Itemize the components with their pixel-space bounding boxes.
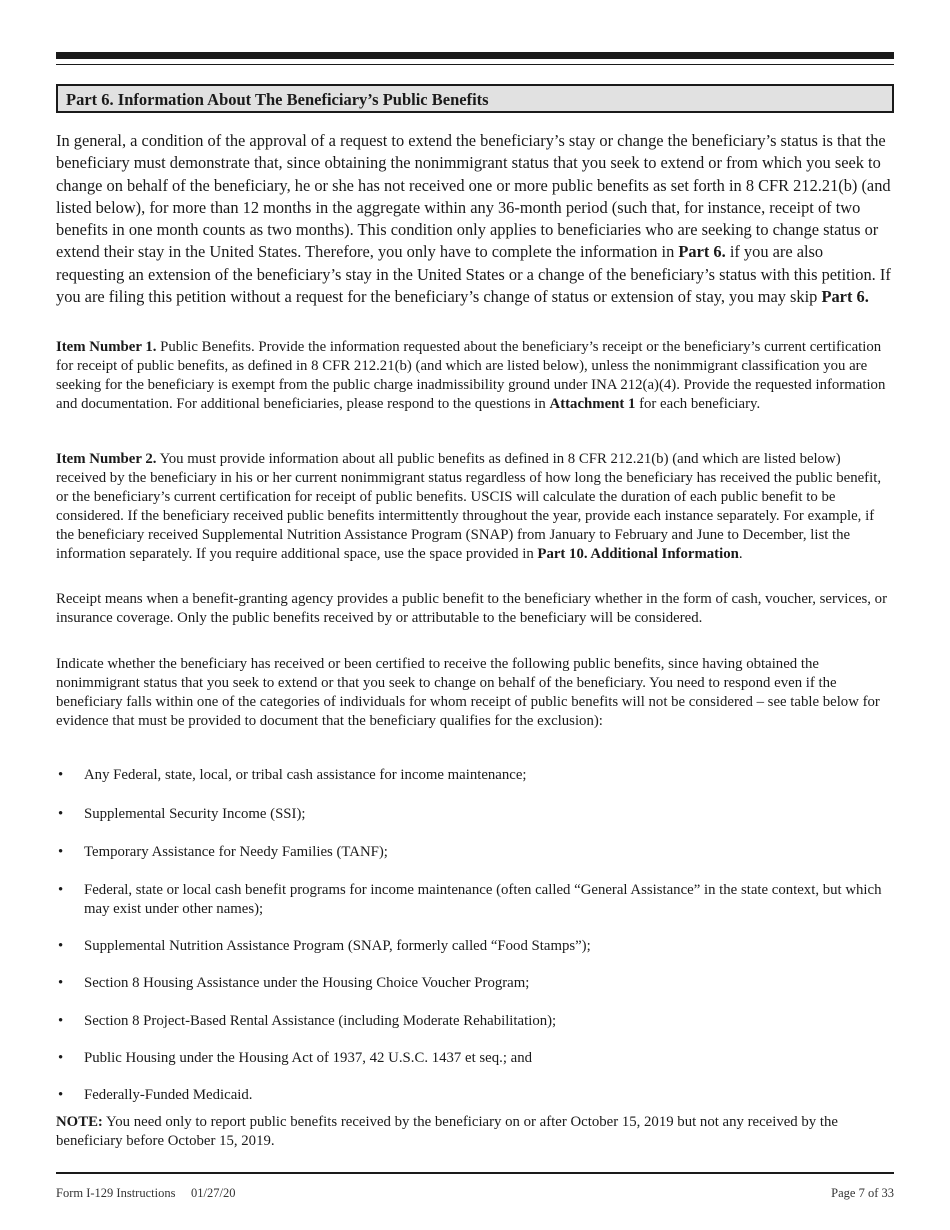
top-thick-rule — [56, 52, 894, 59]
list-item-text: Public Housing under the Housing Act of 1937, 42 U.S.C. 1437 et seq.; and — [84, 1050, 532, 1066]
item-number-1-paragraph — [56, 338, 894, 414]
item-2-text-1: You must provide information about all public benefits as defined in 8 CFR 212.21(b) (and which are listed below) received by the beneficiary in his or her current nonimmigrant status regardless of how long the beneficiary has received the public benefit, or the beneficiary’s current certification for receipt of public benefits. USCIS will calculate the duration of each public benefit to be considered. If the beneficiary received public benefits intermittently throughout the year, provide each instance separately. For example, if the beneficiary received Supplemental Nutrition Assistance Program (SNAP) from January to February and June to December, list the information separately. If you require additional space, use the space provided in — [56, 451, 882, 562]
intro-bold-2: Part 6. — [821, 287, 869, 307]
list-item-text: Supplemental Nutrition Assistance Program (SNAP, formerly called “Food Stamps”); — [84, 938, 591, 954]
intro-paragraph — [56, 130, 894, 308]
form-identifier: Form I-129 Instructions 01/27/20 — [56, 1186, 236, 1200]
bullet-icon: • — [58, 1050, 64, 1066]
intro-bold-1: Part 6. — [678, 242, 726, 262]
list-item-text: Supplemental Security Income (SSI); — [84, 806, 306, 822]
note-label: NOTE: — [56, 1114, 103, 1130]
item-1-bold: Attachment 1 — [549, 395, 636, 412]
receipt-paragraph: Receipt means when a benefit-granting agency provides a public benefit to the beneficiary whether in the form of cash, voucher, services, or insurance coverage. Only the public benefits received by or attributable to the beneficiary will be considered. — [56, 591, 888, 626]
bullet-icon: • — [58, 938, 64, 954]
bullet-icon: • — [58, 882, 64, 898]
bullet-icon: • — [58, 806, 64, 822]
bullet-icon: • — [58, 1013, 64, 1029]
list-item-text: Section 8 Project-Based Rental Assistance (including Moderate Rehabilitation); — [84, 1013, 557, 1029]
item-number-2-paragraph — [56, 450, 894, 563]
top-thin-rule — [56, 64, 894, 65]
item-1-text-1: Public Benefits. Provide the information requested about the beneficiary’s receipt or the beneficiary’s current certification for receipt of public benefits, as defined in 8 CFR 212.21(b) (and which are listed below), unless the nonimmigrant classification you are seeking for the beneficiary is exempt from the public charge inadmissibility ground under INA 212(a)(4). Provide the requested information and documentation. For additional beneficiaries, please respond to the questions in — [56, 339, 886, 412]
note-paragraph — [56, 1113, 894, 1151]
bullet-icon: • — [58, 1087, 64, 1103]
list-item-text: Section 8 Housing Assistance under the Housing Choice Voucher Program; — [84, 975, 530, 991]
bullet-icon: • — [58, 844, 64, 860]
list-item-text: Federally-Funded Medicaid. — [84, 1087, 253, 1103]
intro-text-2: if you are also requesting an extension of the beneficiary’s stay in the United States or a change of the beneficiary’s status with this petition. If you are filing this petition without a request for the beneficiary’s change of status or extension of stay, you may skip — [56, 242, 891, 307]
bullet-icon: • — [58, 975, 64, 991]
item-2-bold: Part 10. Additional Information — [537, 545, 739, 562]
note-text: You need only to report public benefits received by the beneficiary on or after October 15, 2019 but not any received by the beneficiary before October 15, 2019. — [56, 1114, 838, 1149]
list-item-text: Any Federal, state, local, or tribal cash assistance for income maintenance; — [84, 767, 527, 783]
list-item-text: Temporary Assistance for Needy Families (TANF); — [84, 844, 388, 860]
indicate-paragraph: Indicate whether the beneficiary has received or been certified to receive the following public benefits, since having obtained the nonimmigrant status that you seek to extend or that you seek to change on behalf of the beneficiary. You need to respond even if the beneficiary falls within one of the categories of individuals for whom receipt of public benefits will not be considered – see table below for evidence that must be provided to document that the beneficiary qualifies for the exclusion): — [56, 656, 880, 729]
list-item-text: Federal, state or local cash benefit programs for income maintenance (often called “General Assistance” in the state context, but which may exist under other names); — [84, 882, 882, 917]
page-number: Page 7 of 33 — [831, 1186, 894, 1200]
item-2-label: Item Number 2. — [56, 451, 157, 467]
footer-rule — [56, 1172, 894, 1174]
item-1-label: Item Number 1. — [56, 339, 157, 355]
bullet-icon: • — [58, 767, 64, 783]
item-1-text-2: for each beneficiary. — [635, 395, 761, 412]
section-header: Part 6. Information About The Beneficiary’s Public Benefits — [56, 84, 894, 113]
intro-text-1: In general, a condition of the approval of a request to extend the beneficiary’s stay or change the beneficiary’s status is that the beneficiary must demonstrate that, since obtaining the nonimmigrant status that you seek to extend or from which you seek to change on behalf of the beneficiary, he or she has not received one or more public benefits as set forth in 8 CFR 212.21(b) (and listed below), for more than 12 months in the aggregate within any 36-month period (such that, for instance, receipt of two benefits in one month counts as two months). This condition only applies to beneficiaries who are seeking to change status or extend their stay in the United States. Therefore, you only have to complete the information in — [56, 131, 891, 262]
item-2-text-2: . — [738, 545, 743, 562]
